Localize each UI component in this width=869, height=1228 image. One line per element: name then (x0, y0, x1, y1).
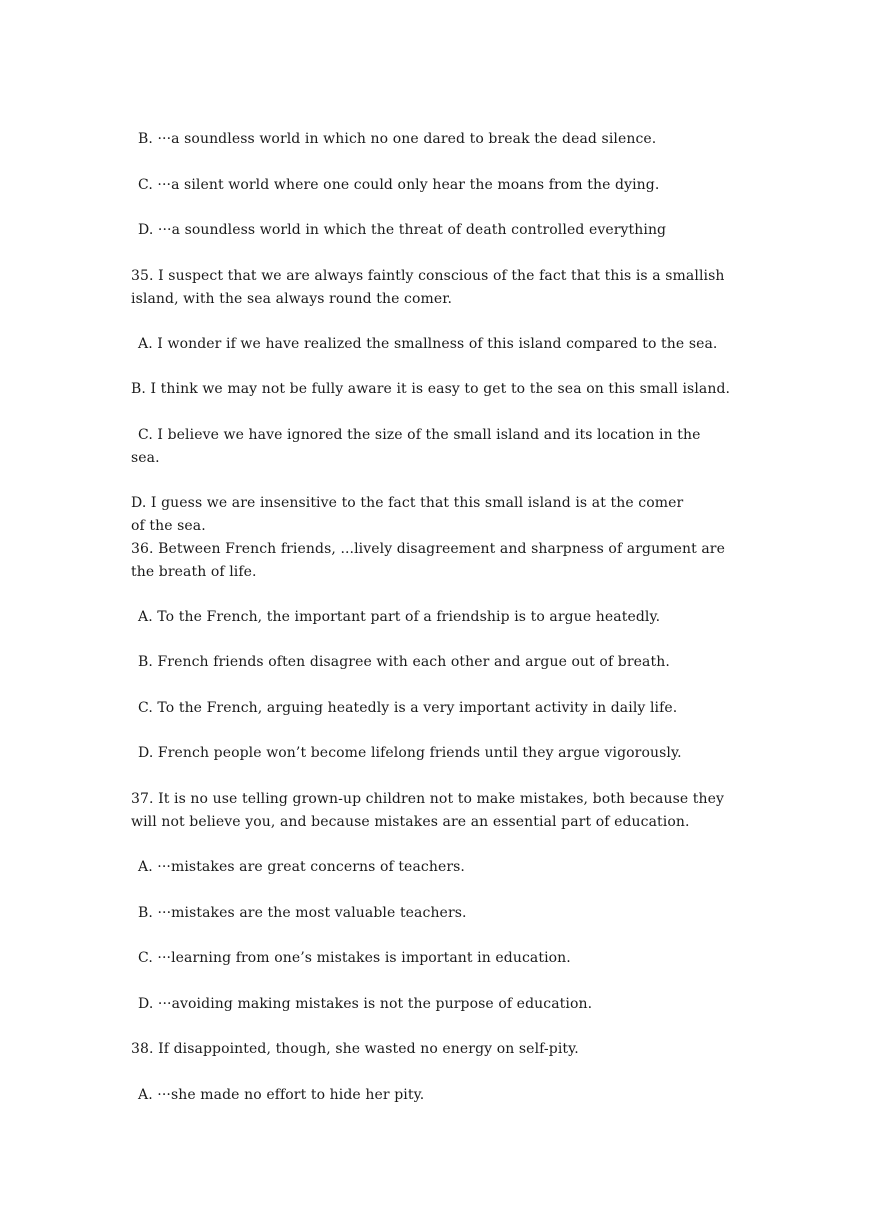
q34-option-c: C. ···a silent world where one could only hear the moans from the dying. (138, 177, 660, 193)
q36-option-b: B. French friends often disagree with each other and argue out of breath. (138, 654, 670, 670)
q35-option-a: A. I wonder if we have realized the smallness of this island compared to the sea. (138, 336, 718, 352)
q34-option-b: B. ···a soundless world in which no one dared to break the dead silence. (138, 131, 657, 147)
q36-option-d: D. French people won’t become lifelong friends until they argue vigorously. (138, 745, 682, 761)
q36-option-c: C. To the French, arguing heatedly is a very important activity in daily life. (138, 700, 678, 716)
q35-option-c-line-1: C. I believe we have ignored the size of the small island and its location in the (138, 427, 701, 443)
q38-option-a: A. ···she made no effort to hide her pity. (138, 1087, 425, 1103)
q38-stem: 38. If disappointed, though, she wasted no energy on self-pity. (131, 1041, 579, 1057)
q36-option-a: A. To the French, the important part of a friendship is to argue heatedly. (138, 609, 661, 625)
q35-stem-line-2: island, with the sea always round the comer. (131, 291, 453, 307)
q35-option-b: B. I think we may not be fully aware it is easy to get to the sea on this small island. (131, 381, 731, 397)
q37-stem-line-2: will not believe you, and because mistakes are an essential part of education. (131, 814, 690, 830)
q34-option-d: D. ···a soundless world in which the threat of death controlled everything (138, 222, 667, 238)
q37-option-d: D. ···avoiding making mistakes is not the purpose of education. (138, 996, 593, 1012)
q36-stem-line-1: 36. Between French friends, ...lively disagreement and sharpness of argument are (131, 541, 725, 557)
q35-option-d-line-1: D. I guess we are insensitive to the fact that this small island is at the comer (131, 495, 684, 511)
q37-stem-line-1: 37. It is no use telling grown-up children not to make mistakes, both because they (131, 791, 725, 807)
q35-stem-line-1: 35. I suspect that we are always faintly conscious of the fact that this is a smallish (131, 268, 725, 284)
q36-stem-line-2: the breath of life. (131, 564, 257, 580)
q37-option-c: C. ···learning from one’s mistakes is important in education. (138, 950, 571, 966)
q35-option-d-line-2: of the sea. (131, 518, 206, 534)
q35-option-c-line-2: sea. (131, 450, 160, 466)
q37-option-a: A. ···mistakes are great concerns of teachers. (138, 859, 465, 875)
q37-option-b: B. ···mistakes are the most valuable teachers. (138, 905, 467, 921)
